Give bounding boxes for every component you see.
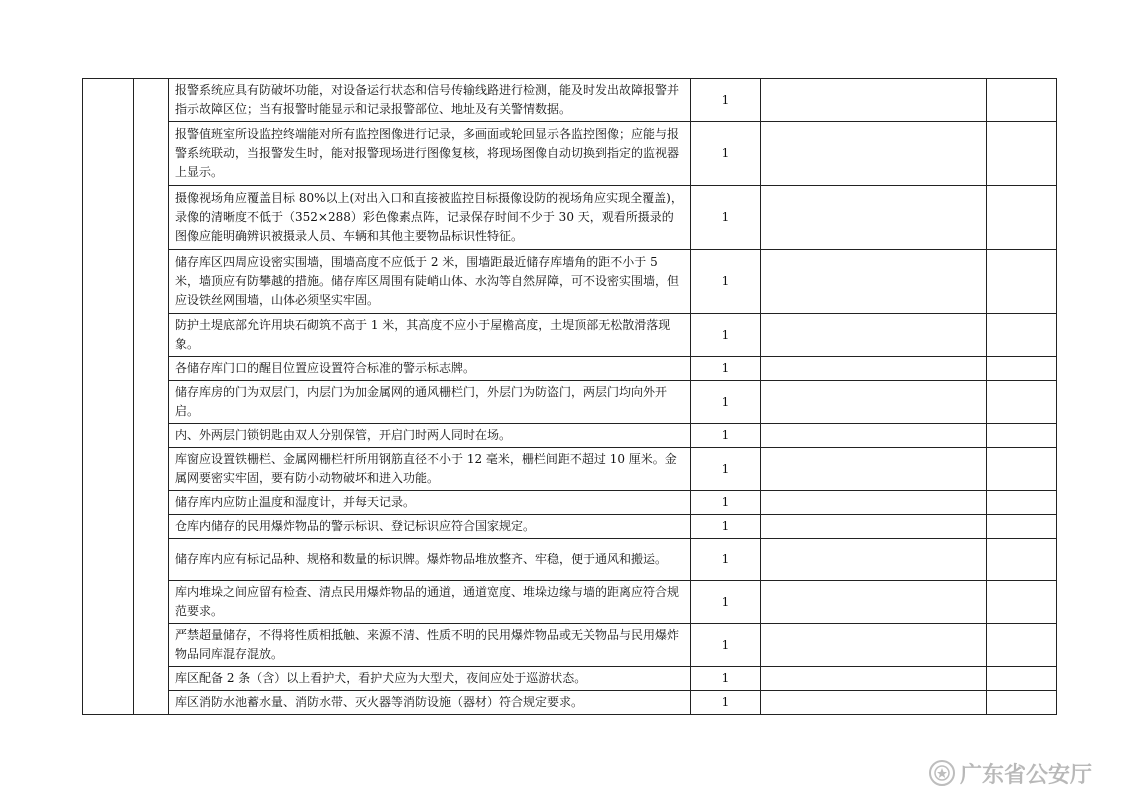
requirement-cell: 库内堆垛之间应留有检查、清点民用爆炸物品的通道，通道宽度、堆垛边缘与墙的距离应符合规范要求。: [169, 581, 691, 624]
remark-cell: [987, 448, 1057, 491]
score-cell: 1: [691, 424, 761, 448]
assessment-cell: [761, 448, 987, 491]
remark-cell: [987, 539, 1057, 581]
category-cell: [83, 79, 134, 715]
assessment-cell: [761, 122, 987, 186]
score-cell: 1: [691, 491, 761, 515]
assessment-cell: [761, 314, 987, 357]
score-cell: 1: [691, 357, 761, 381]
requirement-cell: 报警值班室所设监控终端能对所有监控图像进行记录，多画面或轮回显示各监控图像；应能与报警系统联动，当报警发生时，能对报警现场进行图像复核，将现场图像自动切换到指定的监视器上显示。: [169, 122, 691, 186]
remark-cell: [987, 581, 1057, 624]
score-cell: 1: [691, 79, 761, 122]
watermark: [928, 756, 1092, 790]
remark-cell: [987, 491, 1057, 515]
remark-cell: [987, 691, 1057, 715]
assessment-cell: [761, 491, 987, 515]
score-cell: 1: [691, 581, 761, 624]
table-row: [83, 581, 1057, 624]
score-cell: 1: [691, 515, 761, 539]
score-cell: 1: [691, 186, 761, 250]
assessment-cell: [761, 357, 987, 381]
assessment-cell: [761, 381, 987, 424]
requirement-cell: 储存库房的门为双层门，内层门为加金属网的通风栅栏门，外层门为防盗门，两层门均向外开启。: [169, 381, 691, 424]
assessment-cell: [761, 539, 987, 581]
table-row: [83, 79, 1057, 122]
table-row: [83, 381, 1057, 424]
requirement-cell: 内、外两层门锁钥匙由双人分别保管，开启门时两人同时在场。: [169, 424, 691, 448]
table-row: [83, 448, 1057, 491]
table-row: [83, 186, 1057, 250]
remark-cell: [987, 122, 1057, 186]
assessment-cell: [761, 691, 987, 715]
table-row: [83, 250, 1057, 314]
remark-cell: [987, 357, 1057, 381]
requirement-cell: 报警系统应具有防破坏功能，对设备运行状态和信号传输线路进行检测，能及时发出故障报警并指示故障区位；当有报警时能显示和记录报警部位、地址及有关警情数据。: [169, 79, 691, 122]
score-cell: 1: [691, 122, 761, 186]
table-row: [83, 122, 1057, 186]
remark-cell: [987, 186, 1057, 250]
remark-cell: [987, 250, 1057, 314]
requirement-cell: 储存库内应有标记品种、规格和数量的标识牌。爆炸物品堆放整齐、牢稳，便于通风和搬运。: [169, 539, 691, 581]
table-row: [83, 515, 1057, 539]
assessment-cell: [761, 250, 987, 314]
remark-cell: [987, 79, 1057, 122]
requirement-cell: 库区配备 2 条（含）以上看护犬，看护犬应为大型犬，夜间应处于巡游状态。: [169, 667, 691, 691]
table-row: [83, 667, 1057, 691]
score-cell: 1: [691, 624, 761, 667]
requirement-cell: 库区消防水池蓄水量、消防水带、灭火器等消防设施（器材）符合规定要求。: [169, 691, 691, 715]
table-row: [83, 624, 1057, 667]
table-row: [83, 357, 1057, 381]
subcategory-cell: [134, 79, 169, 715]
score-cell: 1: [691, 314, 761, 357]
score-cell: 1: [691, 539, 761, 581]
requirement-cell: 储存库内应防止温度和湿度计，并每天记录。: [169, 491, 691, 515]
assessment-cell: [761, 667, 987, 691]
requirement-cell: 各储存库门口的醒目位置应设置符合标准的警示标志牌。: [169, 357, 691, 381]
assessment-cell: [761, 424, 987, 448]
requirement-cell: 储存库区四周应设密实围墙，围墙高度不应低于 2 米，围墙距最近储存库墙角的距不小于 5 米，墙顶应有防攀越的措施。储存库区周围有陡峭山体、水沟等自然屏障，可不设密实围墙，但应设铁丝网围墙，山体必须坚实牢固。: [169, 250, 691, 314]
score-cell: 1: [691, 250, 761, 314]
score-cell: 1: [691, 381, 761, 424]
table-row: [83, 491, 1057, 515]
police-badge-icon: [928, 759, 956, 787]
requirement-cell: 摄像视场角应覆盖目标 80%以上(对出入口和直接被监控目标摄像设防的视场角应实现全覆盖)，录像的清晰度不低于（352×288）彩色像素点阵，记录保存时间不少于 30 天，观看所摄录的图像应能明确辨识被摄录人员、车辆和其他主要物品标识性特征。: [169, 186, 691, 250]
score-cell: 1: [691, 448, 761, 491]
remark-cell: [987, 667, 1057, 691]
assessment-cell: [761, 624, 987, 667]
remark-cell: [987, 381, 1057, 424]
assessment-cell: [761, 79, 987, 122]
watermark-text: 广东省公安厅: [960, 762, 1093, 788]
table-row: [83, 539, 1057, 581]
table-row: [83, 691, 1057, 715]
requirement-cell: 仓库内储存的民用爆炸物品的警示标识、登记标识应符合国家规定。: [169, 515, 691, 539]
remark-cell: [987, 624, 1057, 667]
score-cell: 1: [691, 691, 761, 715]
remark-cell: [987, 314, 1057, 357]
inspection-table: [82, 78, 1057, 715]
table-row: [83, 424, 1057, 448]
remark-cell: [987, 515, 1057, 539]
remark-cell: [987, 424, 1057, 448]
table-row: [83, 314, 1057, 357]
requirement-cell: 库窗应设置铁栅栏、金属网栅栏杆所用钢筋直径不小于 12 毫米，栅栏间距不超过 10 厘米。金属网要密实牢固，要有防小动物破坏和进入功能。: [169, 448, 691, 491]
assessment-cell: [761, 515, 987, 539]
score-cell: 1: [691, 667, 761, 691]
requirement-cell: 严禁超量储存，不得将性质相抵触、来源不清、性质不明的民用爆炸物品或无关物品与民用爆炸物品同库混存混放。: [169, 624, 691, 667]
assessment-cell: [761, 186, 987, 250]
requirement-cell: 防护土堤底部允许用块石砌筑不高于 1 米，其高度不应小于屋檐高度，土堤顶部无松散滑落现象。: [169, 314, 691, 357]
assessment-cell: [761, 581, 987, 624]
